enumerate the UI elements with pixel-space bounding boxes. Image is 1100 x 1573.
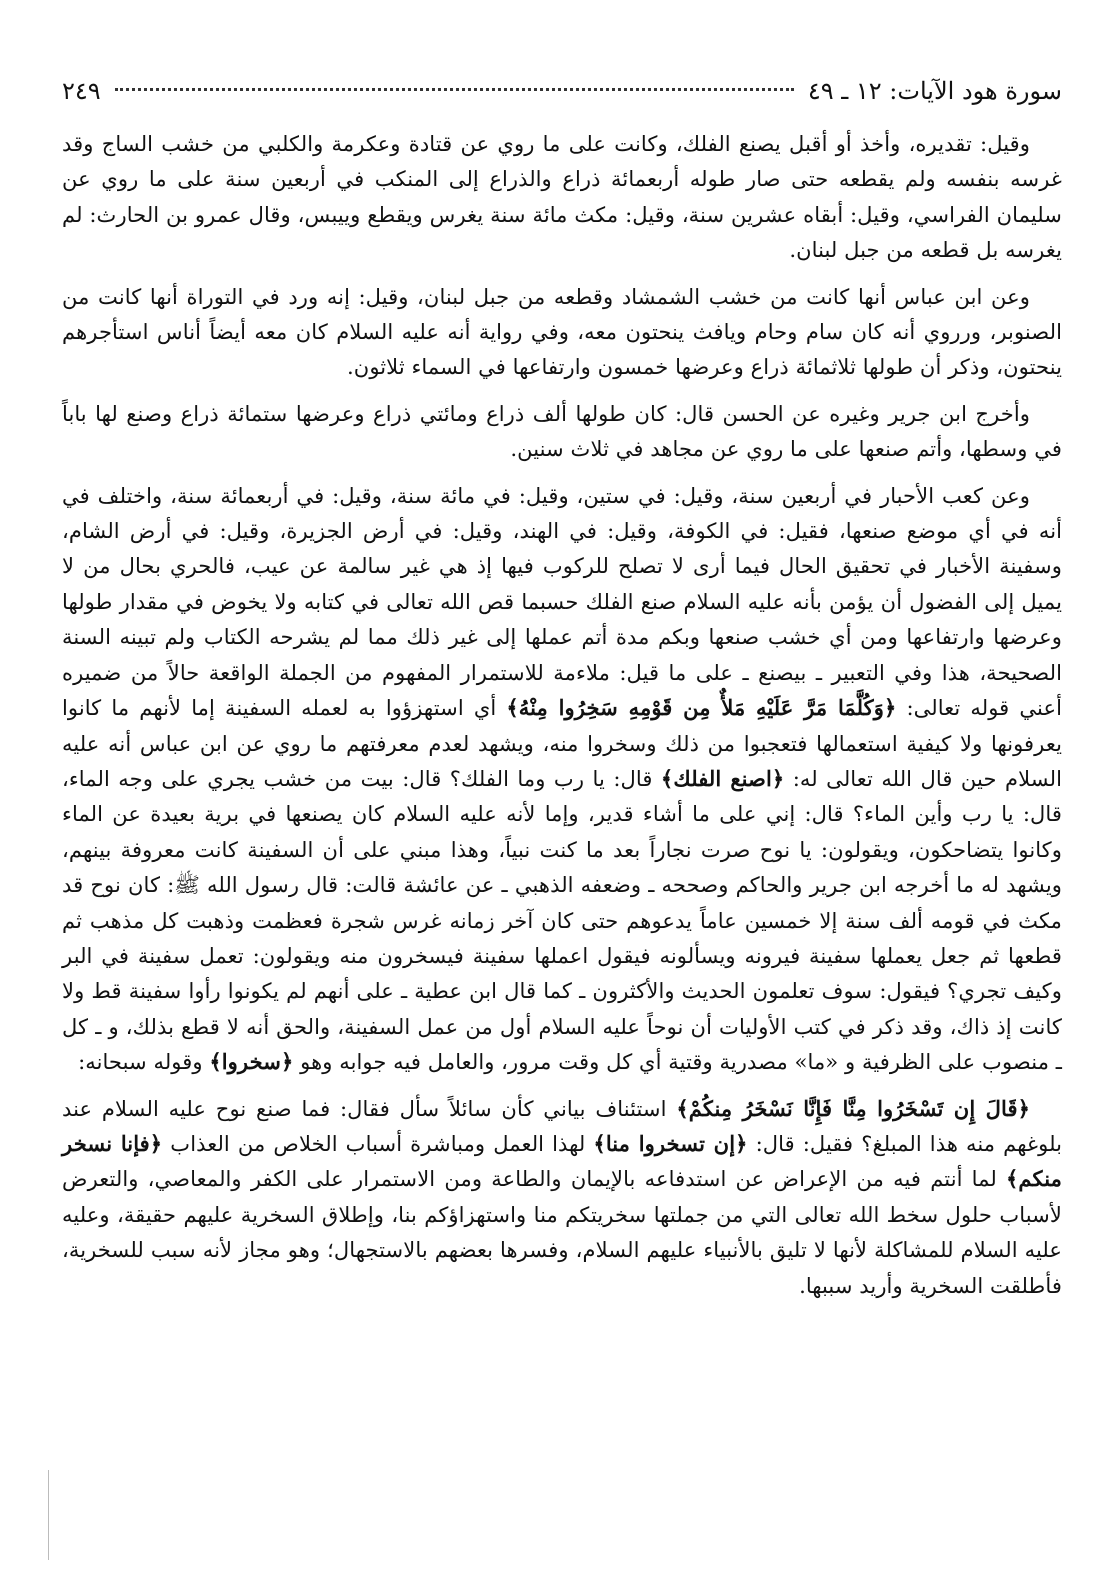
quran-verse-quote: ﴿فإنا نسخر منكم﴾ — [62, 1130, 1062, 1192]
quran-verse-quote: ﴿إن تسخروا منا﴾ — [593, 1130, 748, 1156]
paragraph-5 — [62, 1091, 1062, 1303]
page-number: ٢٤٩ — [62, 77, 101, 105]
paragraph-3 — [62, 396, 1062, 467]
text-run: وأخرج ابن جرير وغيره عن الحسن قال: كان طولها ألف ذراع ومائتي ذراع وعرضها ستمائة ذراع وصنع لها باباً في وسطها، وأتم صنعها على ما روي عن مجاهد في ثلاث سنين. — [62, 400, 1062, 462]
quran-verse-quote: ﴿سخروا﴾ — [209, 1049, 294, 1075]
text-run: استئناف بياني كأن سائلاً سأل فقال: فما صنع نوح عليه السلام عند بلوغهم منه هذا المبلغ؟ فقيل: قال: — [62, 1095, 1062, 1156]
text-run: لهذا العمل ومباشرة أسباب الخلاص من العذاب — [162, 1130, 586, 1156]
text-run: أي استهزؤوا به لعمله السفينة إما لأنهم ما كانوا يعرفونها ولا كيفية استعمالها فتعجبوا من ذلك وسخروا منه، ويشهد لعدم معرفتهم ما روي عن ابن عباس أنه عليه السلام حين قال الله تعالى له: — [62, 695, 1062, 791]
quran-verse-quote: ﴿قَالَ إِن تَسْخَرُوا مِنَّا فَإِنَّا نَسْخَرُ مِنكُمْ﴾ — [676, 1095, 1030, 1121]
text-run: لما أنتم فيه من الإعراض عن استدفاعه بالإيمان والطاعة ومن الاستمرار على الكفر والمعاصي، والتعرض لأسباب حلول سخط الله تعالى التي من جملتها سخريتكم منا واستهزاؤكم بنا، وإطلاق السخرية عليهم حقيقة، وعليه عليه السلام للمشاكلة لأنها لا تليق بالأنبياء عليهم السلام، وفسرها بعضهم بالاستجهال؛ وهو مجاز لأنه سبب للسخرية، فأطلقت السخرية وأريد سببها. — [62, 1166, 1062, 1298]
paragraph-4 — [62, 478, 1062, 1080]
text-run: قال: يا رب وما الفلك؟ قال: بيت من خشب يجري على وجه الماء، قال: يا رب وأين الماء؟ قال: إني على ما أشاء قدير، وإما لأنه عليه السلام كان يصنعها في برية بعيدة عن الماء وكانوا يتضاحكون، ويقولون: يا نوح صرت نجاراً بعد ما كنت نبياً، وهذا مبني على أن السفينة كانت معروفة بينهم، ويشهد له ما أخرجه ابن جرير والحاكم وصححه ـ وضعفه الذهبي ـ عن عائشة قالت: قال رسول الله ﷺ: كان نوح قد مكث في قومه ألف سنة إلا خمسين عاماً يدعوهم حتى كان آخر زمانه غرس شجرة فعظمت وذهبت كل مذهب ثم قطعها ثم جعل يعملها سفينة فيرونه ويسألونه فيقول اعملها سفينة فيسخرون منه ويقولون: تعمل سفينة في البر وكيف تجري؟ فيقول: سوف تعلمون الحديث والأكثرون ـ كما قال ابن عطية ـ على أنهم لم يكونوا رأوا سفينة قط ولا كانت إذ ذاك، وقد ذكر في كتب الأوليات أن نوحاً عليه السلام أول من عمل السفينة، والحق أنه لا قطع بذلك، و ـ كل ـ منصوب على الظرفية و «ما» مصدرية وقتية أي كل وقت مرور، والعامل فيه جوابه وهو — [62, 765, 1063, 1075]
text-run: وقوله سبحانه: — [78, 1049, 203, 1075]
running-header — [62, 76, 1062, 106]
text-run: وعن ابن عباس أنها كانت من خشب الشمشاد وقطعه من جبل لبنان، وقيل: إنه ورد في التوراة أنها كانت من الصنوبر، ورروي أنه كان سام وحام ويافث ينحتون معه، وفي رواية أنه عليه السلام كان معه أيضاً أناس استأجرهم ينحتون، وذكر أن طولها ثلاثمائة ذراع وعرضها خمسون وارتفاعها في السماء ثلاثون. — [62, 283, 1062, 380]
paragraph-2 — [62, 279, 1062, 385]
paragraph-1 — [62, 126, 1062, 268]
quran-verse-quote: ﴿اصنع الفلك﴾ — [660, 765, 785, 791]
text-run: وقيل: تقديره، وأخذ أو أقبل يصنع الفلك، وكانت على ما روي عن قتادة وعكرمة والكلبي من خشب الساج وقد غرسه بنفسه ولم يقطعه حتى صار طوله أربعمائة ذراع والذراع إلى المنكب في أربعين سنة على ما روي عن سليمان الفراسي، وقيل: أبقاه عشرين سنة، وقيل: مكث مائة سنة يغرس ويقطع وييبس، وقال عمرو بن الحارث: لم يغرسه بل قطعه من جبل لبنان. — [62, 131, 1062, 263]
scan-margin-line — [48, 1470, 49, 1560]
quran-verse-quote: ﴿وَكُلَّمَا مَرَّ عَلَيْهِ مَلأٌ مِن قَوْمِهِ سَخِرُوا مِنْهُ﴾ — [506, 695, 897, 721]
commentary-body — [62, 126, 1062, 1303]
header-leader-dots — [115, 88, 794, 91]
text-run: وعن كعب الأحبار في أربعين سنة، وقيل: في ستين، وقيل: في مائة سنة، وقيل: في أربعمائة سنة، واختلف في أنه في أي موضع صنعها، فقيل: في الكوفة، وقيل: في الهند، وقيل: في أرض الجزيرة، وقيل: في أرض الشام، وسفينة الأخبار في تحقيق الحال فيما أرى لا تصلح للركوب فيها إذ هي غير سالمة عن عيب، فالحري بحال من لا يميل إلى الفضول أن يؤمن بأنه عليه السلام صنع الفلك حسبما قص الله تعالى في كتابه ولا يخوض في مقدار طولها وعرضها وارتفاعها ومن أي خشب صنعها وبكم مدة أتم عملها إلى غير ذلك مما لم يشرحه الكتاب ولم تبينه السنة الصحيحة، هذا وفي التعبير ـ بيصنع ـ على ما قيل: ملاءمة للاستمرار المفهوم من الجملة الواقعة حالاً من ضميره أعني قوله تعالى: — [62, 482, 1062, 721]
surah-title: سورة هود الآيات: ١٢ ـ ٤٩ — [807, 77, 1062, 105]
